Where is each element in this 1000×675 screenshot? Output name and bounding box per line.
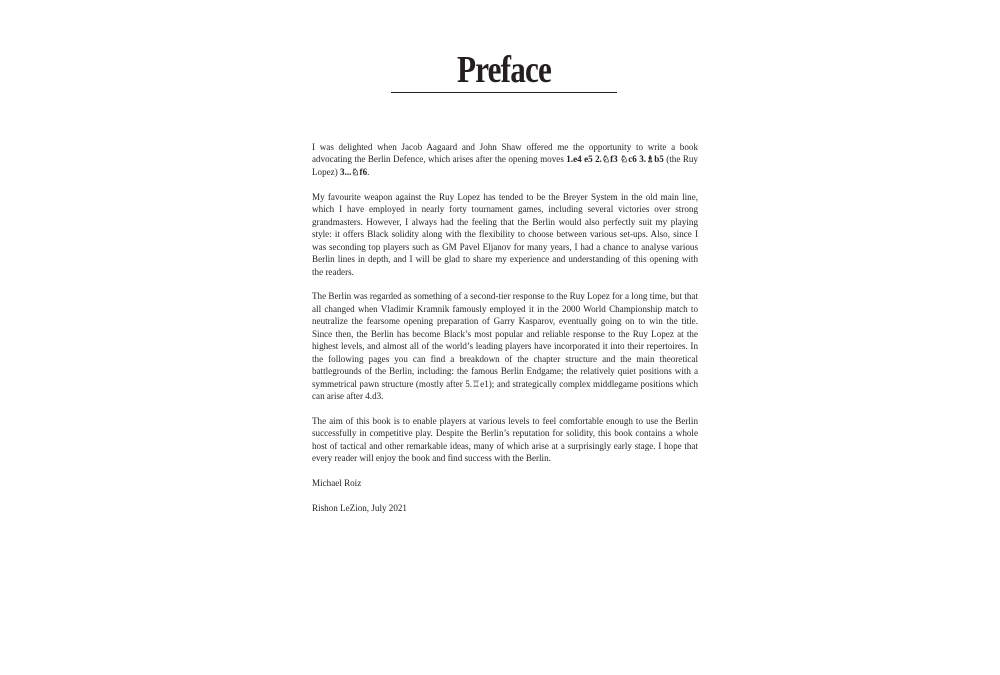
paragraph-1	[312, 141, 698, 178]
preface-body	[312, 141, 698, 527]
page-title: Preface	[456, 49, 552, 91]
signature-author: Michael Roiz	[312, 478, 362, 489]
paragraph-1-text-2: (the Ruy Lopez)	[312, 154, 698, 177]
paragraph-3-text: The Berlin was regarded as something of a second-tier response to the Ruy Lopez for a long time, but that all changed when Vladimir Kramnik famously employed it in the 2000 World Championship match to neutralize the fearsome opening preparation of Garry Kasparov, eventually going on to win the title. Since then, the Berlin has become Black’s most popular and reliable response to the Ruy Lopez at the highest levels, and almost all of the world’s leading players have incorporated it into their repertoires. In the following pages you can find a breakdown of the chapter structure and the main theoretical battlegrounds of the Berlin, including: the famous Berlin Endgame; the relatively quiet positions with a symmetrical pawn structure (mostly after 5.♖e1); and strategically complex middlegame positions which can arise after 4.d3.	[312, 291, 698, 402]
berlin-move: 3...♘f6	[340, 166, 368, 177]
signature-place-date: Rishon LeZion, July 2021	[312, 503, 407, 514]
paragraph-1-end: .	[367, 166, 370, 177]
paragraph-1-text: I was delighted when Jacob Aagaard and John Shaw offered me the opportunity to write a book advocating the Berlin Defence, which arises after the opening moves	[312, 142, 698, 165]
paragraph-2	[312, 191, 698, 278]
opening-moves: 1.e4 e5 2.♘f3 ♘c6 3.♗b5	[566, 154, 664, 165]
paragraph-4-text: The aim of this book is to enable players at various levels to feel comfortable enough to use the Berlin successfully in competitive play. Despite the Berlin’s reputation for solidity, this book contains a whole host of tactical and other remarkable ideas, many of which arise at a surprisingly early stage. I hope that every reader will enjoy the book and find success with the Berlin.	[312, 415, 698, 464]
paragraph-2-text: My favourite weapon against the Ruy Lopez has tended to be the Breyer System in the old main line, which I have employed in nearly forty tournament games, including several victories over strong grandmasters. However, I always had the feeling that the Berlin would also perfectly suit my playing style: it offers Black solidity along with the flexibility to choose between various set-ups. Also, since I was seconding top players such as GM Pavel Eljanov for many years, I had a chance to analyse various Berlin lines in depth, and I will be glad to share my experience and understanding of this opening with the readers.	[312, 191, 698, 277]
paragraph-3	[312, 290, 698, 402]
title-underline	[391, 92, 617, 93]
paragraph-4	[312, 415, 698, 465]
